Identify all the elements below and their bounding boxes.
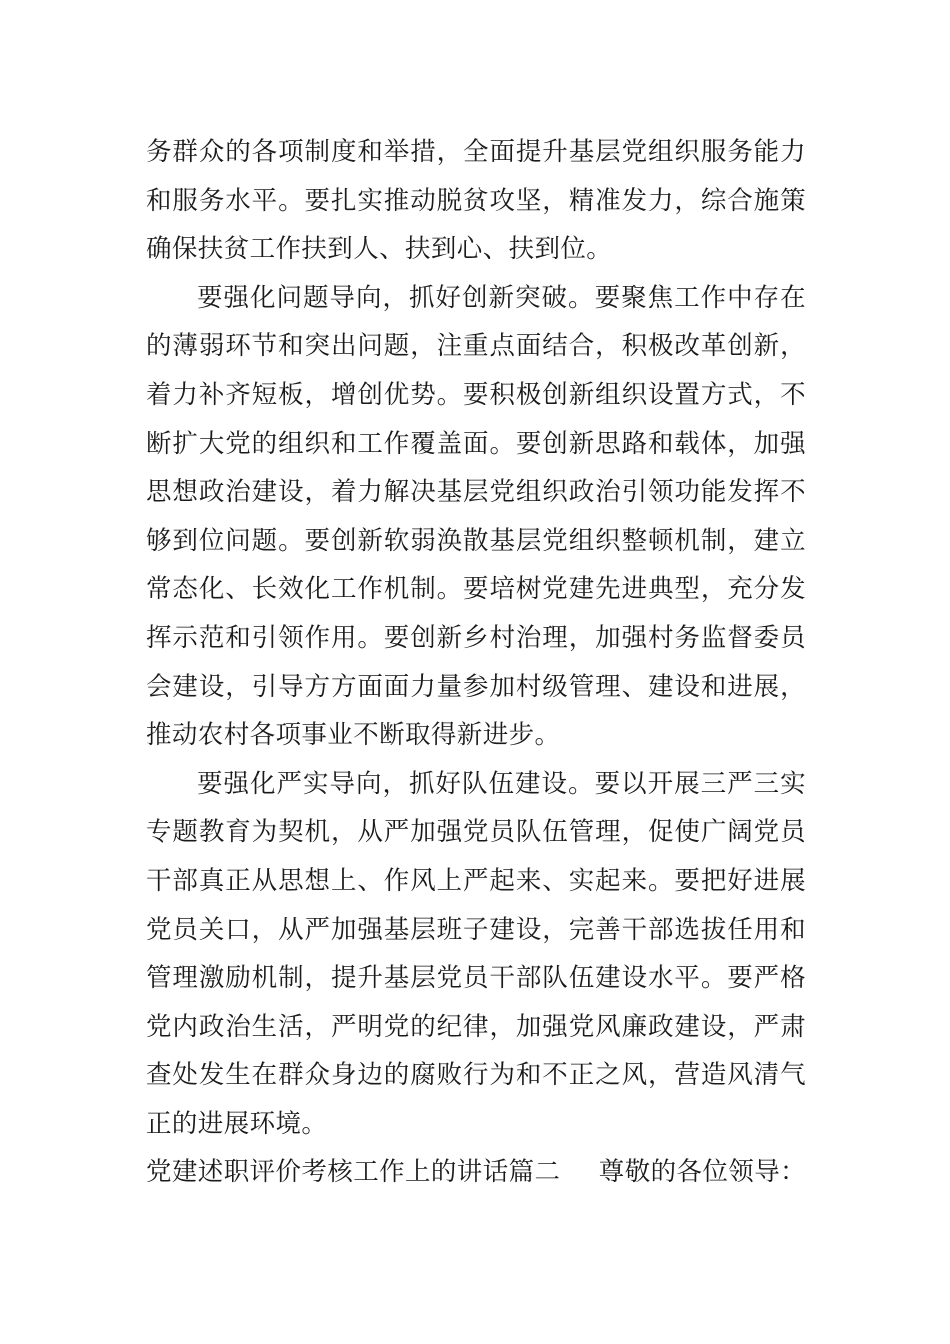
document-body — [146, 128, 806, 1197]
paragraph-strict-orientation: 要强化严实导向，抓好队伍建设。要以开展三严三实专题教育为契机，从严加强党员队伍管理，促使广阔党员干部真正从思想上、作风上严起来、实起来。要把好进展党员关口，从严加强基层班子建设，完善干部选拔任用和管理激励机制，提升基层党员干部队伍建设水平。要严格党内政治生活，严明党的纪律，加强党风廉政建设，严肃查处发生在群众身边的腐败行为和不正之风，营造风清气正的进展环境。 — [146, 768, 806, 1139]
paragraph-problem-orientation: 要强化问题导向，抓好创新突破。要聚焦工作中存在的薄弱环节和突出问题，注重点面结合，积极改革创新，着力补齐短板，增创优势。要积极创新组织设置方式，不断扩大党的组织和工作覆盖面。要创新思路和载体，加强思想政治建设，着力解决基层党组织政治引领功能发挥不够到位问题。要创新软弱涣散基层党组织整顿机制，建立常态化、长效化工作机制。要培树党建先进典型，充分发挥示范和引领作用。要创新乡村治理，加强村务监督委员会建设，引导方方面面力量参加村级管理、建设和进展，推动农村各项事业不断取得新进步。 — [146, 282, 806, 751]
salutation: 尊敬的各位领导： — [598, 1157, 806, 1188]
paragraph-continuation: 务群众的各项制度和举措，全面提升基层党组织服务能力和服务水平。要扎实推动脱贫攻坚，精准发力，综合施策确保扶贫工作扶到人、扶到心、扶到位。 — [146, 137, 806, 265]
section-heading-line — [146, 1148, 806, 1197]
section-title: 党建述职评价考核工作上的讲话篇二 — [146, 1157, 561, 1188]
